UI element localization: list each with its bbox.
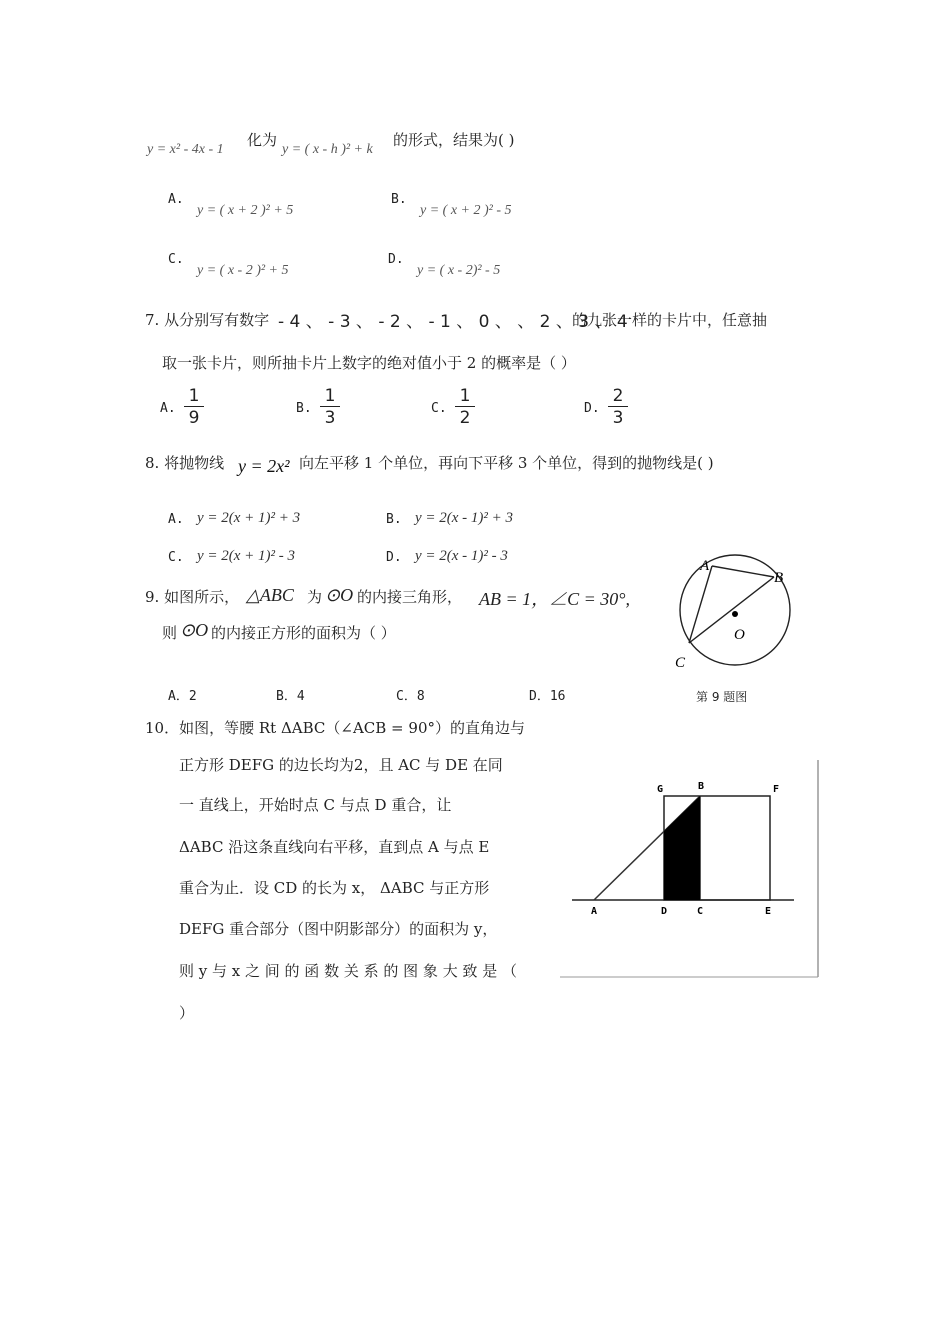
q8-stem-post: 向左平移 1 个单位，再向下平移 3 个单位，得到的抛物线是( ) [299, 454, 714, 472]
q9-circle-2: ⊙O [180, 620, 209, 640]
q10-line6: DEFG 重合部分（图中阴影部分）的面积为 y， [179, 920, 498, 938]
q10-line7: 则 y 与 x 之 间 的 函 数 关 系 的 图 象 大 致 是 （ [179, 962, 517, 980]
q10-line3: 一 直线上，开始时点 C 与点 D 重合，让 [179, 796, 452, 814]
q8-option-b-label: B. [386, 512, 402, 527]
q7-numbers: - 4 、 - 3 、 - 2 、 - 1 、 0 、 、 2 、 3 、 4 [278, 312, 628, 332]
q6-option-b: y = ( x + 2 )² - 5 [420, 203, 512, 218]
q9-option-c: C．8 [396, 689, 425, 704]
q8-option-d: y = 2(x - 1)² - 3 [415, 548, 508, 564]
q9-option-a: A．2 [168, 689, 197, 704]
q10-line5: 重合为止．设 CD 的长为 x， ΔABC 与正方形 [179, 879, 490, 897]
q10-line2: 正方形 DEFG 的边长均为2，且 AC 与 DE 在同 [179, 756, 503, 774]
label-a2: A [591, 906, 598, 917]
label-b2: B [698, 781, 705, 792]
q7-option-a-num: 1 [184, 386, 204, 407]
q9-circle: ⊙O [325, 585, 354, 605]
q7-stem-post: 的九张一样的卡片中，任意抽 [572, 311, 768, 329]
q6-text2: 的形式，结果为( ) [393, 131, 515, 149]
q7-option-b-den: 3 [324, 408, 336, 428]
q7-option-c-label: C. [431, 401, 447, 416]
q7-option-b-label: B. [296, 401, 312, 416]
q7-option-d-label: D. [584, 401, 600, 416]
segment-bc [689, 577, 774, 643]
q9-figure [660, 550, 810, 710]
q7-option-c-num: 1 [455, 386, 475, 407]
q8-option-c-label: C. [168, 550, 184, 565]
q7-option-c-den: 2 [459, 408, 471, 428]
q6-option-b-label: B. [391, 192, 407, 207]
q7-option-b-fraction [320, 386, 340, 429]
q9-option-b: B．4 [276, 689, 305, 704]
q7-option-a-label: A. [160, 401, 176, 416]
q10-line4: ΔABC 沿这条直线向右平移，直到点 A 与点 E [179, 838, 490, 856]
q6-expr1: y = x² - 4x - 1 [147, 142, 224, 157]
q9-line2-pre: 则 [162, 624, 178, 642]
q7-option-a-den: 9 [188, 408, 200, 428]
q9-condition: AB = 1，∠C = 30°, [479, 589, 630, 609]
q6-option-a-label: A. [168, 192, 184, 207]
q6-text1: 化为 [247, 131, 278, 149]
q9-line1-mid: 为 [307, 588, 323, 606]
q9-line2-post: 的内接正方形的面积为（ ） [211, 624, 396, 642]
label-c2: C [697, 906, 704, 917]
q6-option-d: y = ( x - 2)² - 5 [417, 263, 501, 278]
q7-option-a-fraction [184, 386, 204, 429]
q7-stem-pre: 7. 从分别写有数字 [145, 311, 270, 329]
q6-expr2: y = ( x - h )² + k [282, 142, 373, 157]
q6-option-c-label: C. [168, 252, 184, 267]
q6-option-c: y = ( x - 2 )² + 5 [197, 263, 289, 278]
label-a: A [700, 558, 710, 574]
shaded-overlap [664, 796, 700, 900]
center-point [732, 611, 738, 617]
q6-option-d-label: D. [388, 252, 404, 267]
q8-option-d-label: D. [386, 550, 402, 565]
q8-option-c: y = 2(x + 1)² - 3 [197, 548, 296, 564]
q9-triangle: △ABC [246, 585, 294, 605]
q8-expr: y = 2x² [238, 456, 290, 476]
q9-line1-post: 的内接三角形， [357, 588, 463, 606]
label-b: B [774, 570, 784, 586]
q7-option-c-fraction [455, 386, 475, 429]
q8-option-a: y = 2(x + 1)² + 3 [197, 510, 301, 526]
q9-figure-caption: 第 9 题图 [696, 690, 748, 704]
q7-option-d-num: 2 [608, 386, 628, 407]
segment-ab [712, 566, 774, 577]
q6-option-a: y = ( x + 2 )² + 5 [197, 203, 294, 218]
q10-figure [560, 760, 820, 980]
label-d: D [661, 906, 668, 917]
q9-line1-pre: 9. 如图所示， [145, 588, 240, 606]
q7-line2: 取一张卡片，则所抽卡片上数字的绝对值小于 2 的概率是（ ） [162, 354, 576, 372]
q7-option-d-fraction [608, 386, 628, 429]
q7-option-b-num: 1 [320, 386, 340, 407]
segment-ac [689, 566, 712, 643]
q9-option-d: D．16 [529, 689, 566, 704]
q8-stem-pre: 8. 将抛物线 [145, 454, 225, 472]
q8-option-a-label: A. [168, 512, 184, 527]
q7-option-d-den: 3 [612, 408, 624, 428]
q8-option-b: y = 2(x - 1)² + 3 [415, 510, 514, 526]
q10-line8: ） [179, 1004, 195, 1022]
label-o: O [734, 627, 745, 643]
label-c: C [675, 655, 686, 671]
q10-line1: 10．如图，等腰 Rt ΔABC（∠ACB = 90°）的直角边与 [145, 719, 525, 737]
label-g: G [657, 784, 664, 795]
label-e: E [765, 906, 772, 917]
label-f: F [773, 784, 780, 795]
